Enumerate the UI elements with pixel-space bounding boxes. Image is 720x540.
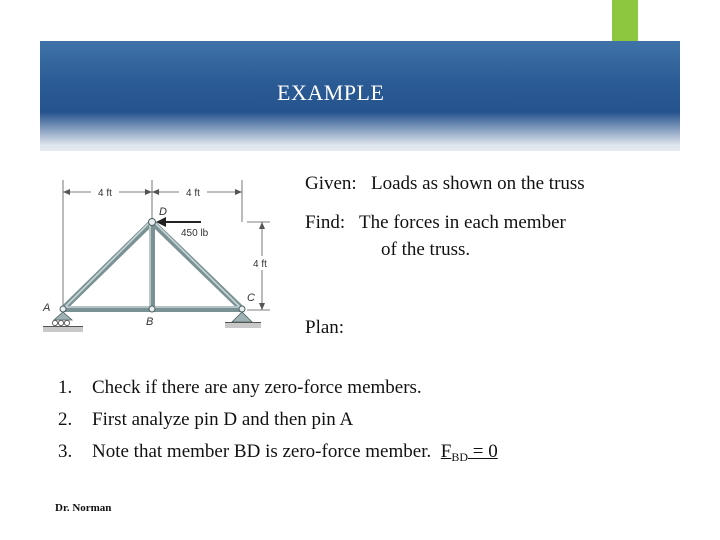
plan-step [58,438,498,470]
dim-left-label: 4 ft [98,188,112,199]
step-text: First analyze pin D and then pin A [92,409,354,430]
joint-c [239,306,245,312]
node-label-b: B [146,316,154,328]
step-text: Check if there are any zero-force members. [92,377,422,398]
load-label: 450 lb [181,228,209,239]
formula-f: F [440,441,452,462]
force-formula [441,441,498,462]
slide-title: EXAMPLE [277,80,385,105]
plan-steps-list [58,374,498,470]
pin-support-a [43,312,83,332]
joint-b [149,306,155,312]
step-text: Note that member BD is zero-force member. [92,441,432,462]
plan-step [58,374,498,406]
formula-rest: = 0 [468,441,498,462]
author-footer: Dr. Norman [55,502,112,514]
dim-height-label: 4 ft [253,259,267,270]
find-line [305,212,566,234]
given-text: Loads as shown on the truss [370,173,585,194]
step-number: 3. [58,441,73,462]
given-label: Given: [305,173,357,194]
joint-a [60,306,66,312]
truss-members [63,222,242,309]
step-number: 1. [58,377,73,398]
given-line [305,173,585,195]
dim-right-label: 4 ft [186,188,200,199]
joint-d [149,219,156,226]
load-arrow [156,217,201,227]
pin-support-c [225,312,261,328]
dimension-lines [63,180,270,310]
banner-fade [40,112,680,172]
truss-diagram [35,172,285,342]
find-text-line1: The forces in each member [359,212,566,233]
plan-label: Plan: [305,317,345,338]
find-label: Find: [305,212,346,233]
formula-subscript: BD [451,450,468,464]
node-label-c: C [247,292,255,304]
node-label-d: D [159,206,167,218]
plan-step [58,406,498,438]
find-text-line2: of the truss. [381,239,471,260]
step-number: 2. [58,409,73,430]
node-label-a: A [43,302,51,314]
